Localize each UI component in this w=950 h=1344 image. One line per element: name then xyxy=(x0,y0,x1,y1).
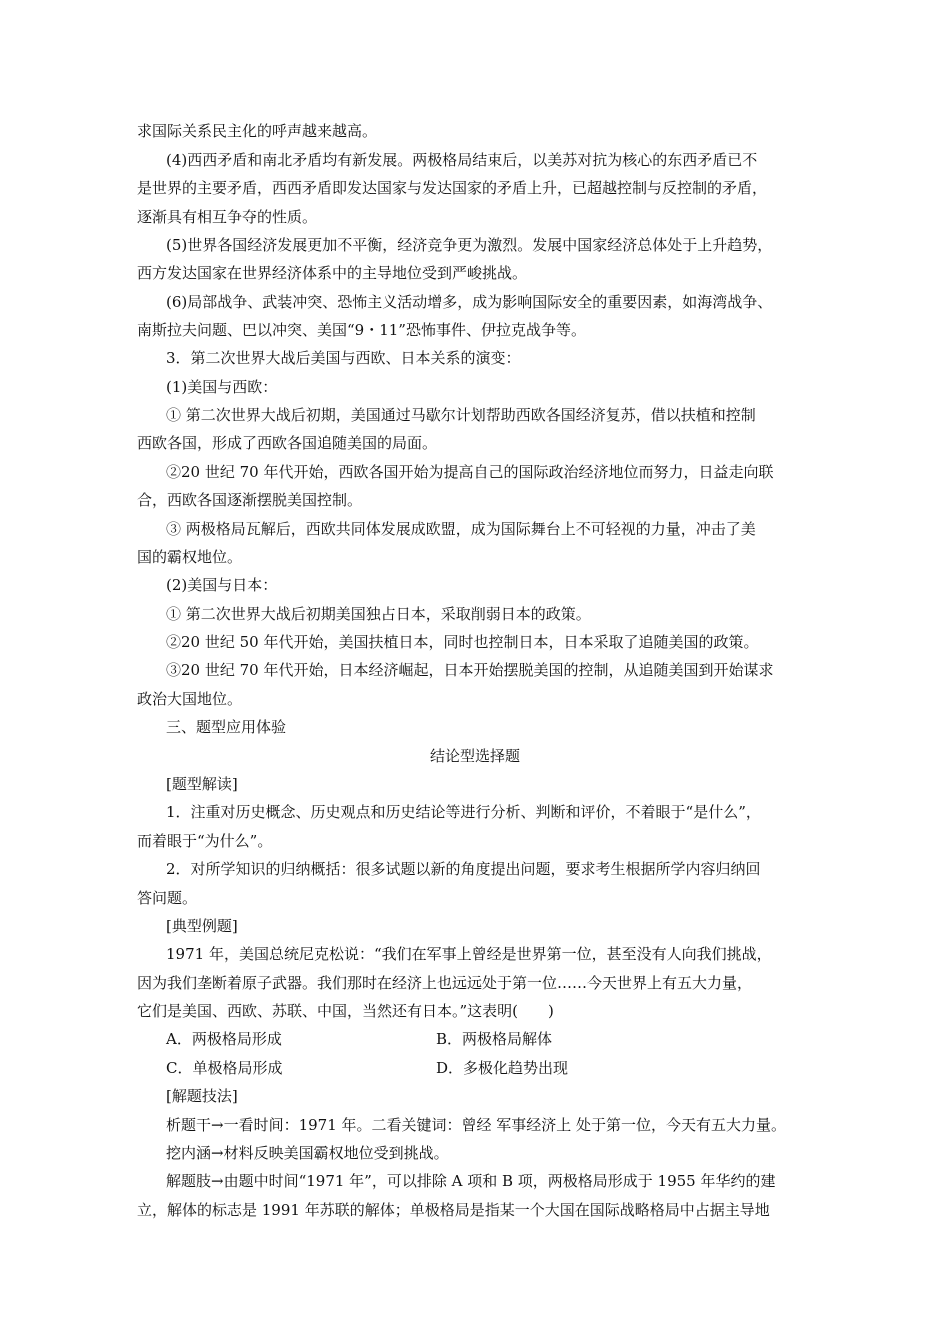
option-c: C．单极格局形成 xyxy=(166,1059,283,1077)
question-line: 1971 年，美国总统尼克松说：“我们在军事上曾经是世界第一位，甚至没有人向我们挑战， xyxy=(166,945,772,963)
question-line: 它们是美国、西欧、苏联、中国，当然还有日本。”这表明( ) xyxy=(137,1002,554,1020)
question-line: 因为我们垄断着原子武器。我们那时在经济上也远远处于第一位……今天世界上有五大力量， xyxy=(137,974,753,992)
paragraph-line: ① 第二次世界大战后初期美国独占日本，采取削弱日本的政策。 xyxy=(166,605,591,623)
bracket-heading: [典型例题] xyxy=(166,917,238,935)
paragraph-line: 析题干→一看时间：1971 年。二看关键词：曾经 军事经济上 处于第一位，今天有五大力量。 xyxy=(166,1116,787,1134)
paragraph-line: 是世界的主要矛盾，西西矛盾即发达国家与发达国家的矛盾上升，已超越控制与反控制的矛盾， xyxy=(137,179,768,197)
paragraph-line: 西欧各国，形成了西欧各国追随美国的局面。 xyxy=(137,434,438,452)
paragraph-line: ③20 世纪 70 年代开始，日本经济崛起，日本开始摆脱美国的控制，从追随美国到开始谋求 xyxy=(166,661,774,679)
paragraph-line: 立，解体的标志是 1991 年苏联的解体；单极格局是指某一个大国在国际战略格局中占据主导地 xyxy=(137,1201,770,1219)
bracket-heading: [解题技法] xyxy=(166,1087,238,1105)
bracket-heading: [题型解读] xyxy=(166,775,238,793)
paragraph-line: 1．注重对历史概念、历史观点和历史结论等进行分析、判断和评价，不着眼于“是什么”， xyxy=(166,803,761,821)
paragraph-line: ① 第二次世界大战后初期，美国通过马歇尔计划帮助西欧各国经济复苏，借以扶植和控制 xyxy=(166,406,756,424)
paragraph-line: ②20 世纪 70 年代开始，西欧各国开始为提高自己的国际政治经济地位而努力，日益走向联 xyxy=(166,463,774,481)
paragraph-line: 而着眼于“为什么”。 xyxy=(137,832,273,850)
paragraph-line: 逐渐具有相互争夺的性质。 xyxy=(137,208,318,226)
paragraph-line: 解题肢→由题中时间“1971 年”，可以排除 A 项和 B 项，两极格局形成于 1955 年华约的建 xyxy=(166,1172,776,1190)
paragraph-line: 答问题。 xyxy=(137,889,198,907)
paragraph-line: ②20 世纪 50 年代开始，美国扶植日本，同时也控制日本，日本采取了追随美国的政策。 xyxy=(166,633,759,651)
option-d: D．多极化趋势出现 xyxy=(436,1059,569,1077)
paragraph-line: 挖内涵→材料反映美国霸权地位受到挑战。 xyxy=(166,1144,449,1162)
subsection-heading: (2)美国与日本： xyxy=(166,576,278,594)
paragraph-line: 国的霸权地位。 xyxy=(137,548,243,566)
paragraph-line: 2．对所学知识的归纳概括：很多试题以新的角度提出问题，要求考生根据所学内容归纳回 xyxy=(166,860,761,878)
section-heading: 3．第二次世界大战后美国与西欧、日本关系的演变： xyxy=(166,349,521,367)
paragraph-line: 求国际关系民主化的呼声越来越高。 xyxy=(137,122,378,140)
subsection-heading: (1)美国与西欧： xyxy=(166,378,278,396)
section-heading: 三、题型应用体验 xyxy=(166,718,287,736)
option-b: B．两极格局解体 xyxy=(436,1030,553,1048)
paragraph-line: 西方发达国家在世界经济体系中的主导地位受到严峻挑战。 xyxy=(137,264,528,282)
paragraph-line: (6)局部战争、武装冲突、恐怖主义活动增多，成为影响国际安全的重要因素，如海湾战争、 xyxy=(166,293,773,311)
paragraph-line: ③ 两极格局瓦解后，西欧共同体发展成欧盟，成为国际舞台上不可轻视的力量，冲击了美 xyxy=(166,520,756,538)
paragraph-line: 政治大国地位。 xyxy=(137,690,243,708)
centered-title: 结论型选择题 xyxy=(429,747,520,765)
paragraph-line: 合，西欧各国逐渐摆脱美国控制。 xyxy=(137,491,363,509)
option-a: A．两极格局形成 xyxy=(166,1030,282,1048)
paragraph-line: (5)世界各国经济发展更加不平衡，经济竞争更为激烈。发展中国家经济总体处于上升趋势， xyxy=(166,236,773,254)
paragraph-line: (4)西西矛盾和南北矛盾均有新发展。两极格局结束后，以美苏对抗为核心的东西矛盾已不 xyxy=(166,151,758,169)
paragraph-line: 南斯拉夫问题、巴以冲突、美国“9・11”恐怖事件、伊拉克战争等。 xyxy=(137,321,586,339)
